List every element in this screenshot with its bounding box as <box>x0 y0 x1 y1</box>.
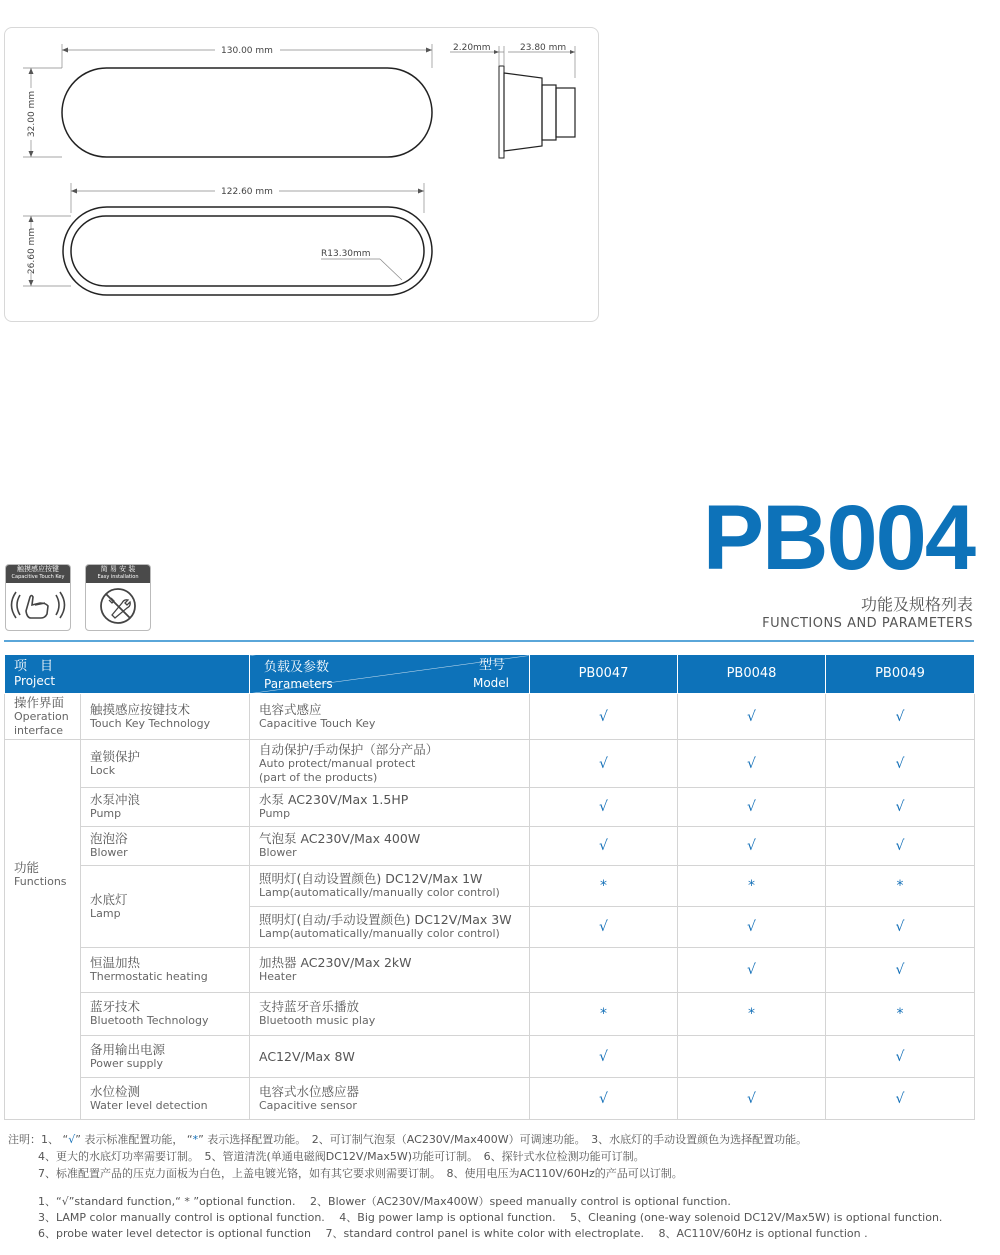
table-row <box>5 1078 975 1120</box>
mark-cell: √ <box>530 907 678 948</box>
param-cell: AC12V/Max 8W <box>250 1036 530 1078</box>
item-cell: 泡泡浴 Blower <box>81 827 250 866</box>
dim-flange: 2.20mm <box>453 43 491 53</box>
header-model-pb0047: PB0047 <box>530 655 678 694</box>
group-operation: 操作界面 Operation interface <box>5 694 81 740</box>
touch-hand-icon <box>6 583 70 629</box>
param-cell: 加热器 AC230V/Max 2kW Heater <box>250 948 530 993</box>
section-divider <box>4 640 974 642</box>
functions-title-cn: 功能及规格列表 <box>860 595 973 614</box>
mark-cell: * <box>826 866 975 907</box>
table-row <box>5 827 975 866</box>
mark-cell: √ <box>678 788 826 827</box>
item-cell: 童锁保护 Lock <box>81 740 250 788</box>
note-cn-3: 7、标准配置产品的压克力面板为白色，上盖电镀光铬，如有其它要求则需要订制。 8、使用电压为AC110V/60Hz的产品可以订制。 <box>38 1167 683 1180</box>
drawing-svg <box>5 28 598 321</box>
dim-height-top: 32.00 mm <box>27 90 37 138</box>
item-cell: 触摸感应按键技术 Touch Key Technology <box>81 694 250 740</box>
bottom-outer-outline <box>63 207 432 295</box>
mark-cell: √ <box>826 827 975 866</box>
header-model-pb0049: PB0049 <box>826 655 975 694</box>
mark-cell: * <box>826 993 975 1036</box>
mark-cell: * <box>530 866 678 907</box>
mark-cell: √ <box>530 827 678 866</box>
model-title: PB004 <box>702 487 974 589</box>
header-project: 项 目 Project <box>5 655 250 694</box>
mark-cell: √ <box>678 1078 826 1120</box>
mark-cell: √ <box>678 948 826 993</box>
param-cell: 电容式水位感应器 Capacitive sensor <box>250 1078 530 1120</box>
mark-cell <box>530 948 678 993</box>
note-en-2: 3、LAMP color manually control is optional function. 4、Big power lamp is optional function. 5、Cleaning (one-way solenoid DC12V/Max5W) is optional function. <box>38 1211 943 1224</box>
item-cell: 水位检测 Water level detection <box>81 1078 250 1120</box>
mark-cell: √ <box>826 1036 975 1078</box>
note-cn-1: 注明：1、 “√” 表示标准配置功能， “*” 表示选择配置功能。 2、可订制气泡泵（AC230V/Max400W）可调速功能。 3、水底灯的手动设置颜色为选择配置功能。 <box>8 1133 808 1146</box>
mark-cell: √ <box>530 1078 678 1120</box>
mark-cell <box>678 1036 826 1078</box>
table-row <box>5 948 975 993</box>
mark-cell: √ <box>826 1078 975 1120</box>
mark-cell: √ <box>826 948 975 993</box>
spec-table <box>4 654 975 1120</box>
table-row <box>5 993 975 1036</box>
neck-outline <box>542 85 556 140</box>
table-header-row <box>5 655 975 694</box>
no-tools-icon <box>86 583 150 629</box>
item-cell: 备用输出电源 Power supply <box>81 1036 250 1078</box>
mark-cell: * <box>678 993 826 1036</box>
mark-cell: √ <box>678 740 826 788</box>
bottom-inner-outline <box>71 216 424 286</box>
mark-cell: √ <box>678 827 826 866</box>
note-en-1: 1、“√”standard function,“ * ”optional function. 2、Blower（AC230V/Max400W）speed manually control is optional function. <box>38 1195 731 1208</box>
group-functions: 功能 Functions <box>5 740 81 1120</box>
badge-easy-install: 简 易 安 装 Easy installation <box>85 564 151 631</box>
mark-cell: √ <box>530 740 678 788</box>
badge-touch-key: 触摸感应按键 Capacitive Touch Key <box>5 564 71 631</box>
item-cell: 水底灯 Lamp <box>81 866 250 948</box>
mark-cell: √ <box>530 694 678 740</box>
functions-title-en: FUNCTIONS AND PARAMETERS <box>762 616 973 631</box>
dim-height-bottom: 26.60 mm <box>27 227 37 275</box>
technical-drawing <box>4 27 599 322</box>
table-row <box>5 694 975 740</box>
param-cell: 照明灯(自动/手动设置颜色) DC12V/Max 3W Lamp(automatically/manually color control) <box>250 907 530 948</box>
tip-outline <box>556 88 575 137</box>
item-cell: 水泵冲浪 Pump <box>81 788 250 827</box>
mark-cell: √ <box>530 1036 678 1078</box>
dim-depth: 23.80 mm <box>520 43 567 53</box>
param-cell: 支持蓝牙音乐播放 Bluetooth music play <box>250 993 530 1036</box>
item-cell: 恒温加热 Thermostatic heating <box>81 948 250 993</box>
body-outline <box>504 73 542 151</box>
param-cell: 水泵 AC230V/Max 1.5HP Pump <box>250 788 530 827</box>
mark-cell: * <box>530 993 678 1036</box>
param-cell: 自动保护/手动保护（部分产品） Auto protect/manual protect (part of the products) <box>250 740 530 788</box>
mark-cell: √ <box>678 907 826 948</box>
table-row <box>5 866 975 907</box>
flange-outline <box>499 66 504 158</box>
outer-outline <box>62 68 432 157</box>
mark-cell: √ <box>826 694 975 740</box>
note-en-3: 6、probe water level detector is optional function 7、standard control panel is white color with electroplate. 8、AC110V/60Hz is optional function . <box>38 1227 868 1240</box>
dim-width-top: 130.00 mm <box>221 46 273 56</box>
item-cell: 蓝牙技术 Bluetooth Technology <box>81 993 250 1036</box>
mark-cell: √ <box>826 788 975 827</box>
dim-radius: R13.30mm <box>321 249 371 259</box>
mark-cell: * <box>678 866 826 907</box>
mark-cell: √ <box>826 907 975 948</box>
dim-width-bottom: 122.60 mm <box>221 187 273 197</box>
param-cell: 气泡泵 AC230V/Max 400W Blower <box>250 827 530 866</box>
header-params-model: 负载及参数 Parameters 型号 Model <box>250 655 530 694</box>
param-cell: 电容式感应 Capacitive Touch Key <box>250 694 530 740</box>
mark-cell: √ <box>530 788 678 827</box>
table-row <box>5 1036 975 1078</box>
header-model-pb0048: PB0048 <box>678 655 826 694</box>
mark-cell: √ <box>678 694 826 740</box>
mark-cell: √ <box>826 740 975 788</box>
table-row <box>5 788 975 827</box>
table-row <box>5 740 975 788</box>
note-cn-2: 4、更大的水底灯功率需要订制。 5、管道清洗(单通电磁阀DC12V/Max5W)功能可订制。 6、探针式水位检测功能可订制。 <box>38 1150 645 1163</box>
param-cell: 照明灯(自动设置颜色) DC12V/Max 1W Lamp(automatically/manually color control) <box>250 866 530 907</box>
